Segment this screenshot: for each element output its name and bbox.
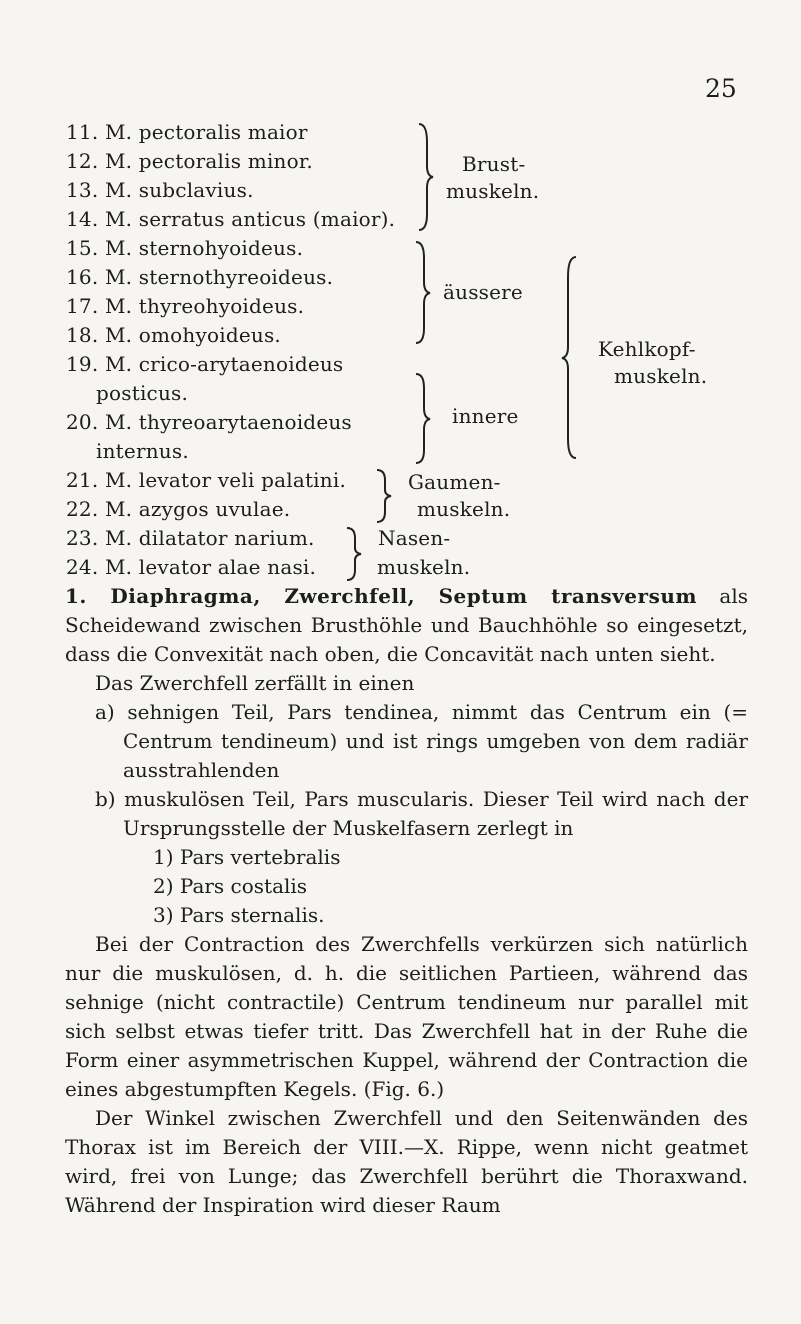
list-item: 24. M. levator alae nasi. (66, 555, 317, 579)
item-a: a) sehnigen Teil, Pars tendinea, nimmt das Centrum ein (= Centrum tendineum) und ist rings umgeben von dem radiär ausstrahlenden (95, 700, 748, 782)
list-item: 16. M. sternothyreoideus. (66, 265, 334, 289)
sub-item: 2) Pars costalis (153, 874, 308, 898)
item-b: b) muskulösen Teil, Pars muscularis. Dieser Teil wird nach der Ursprungsstelle der Muskelfasern zerlegt in (95, 787, 748, 840)
heading-text: als Scheidewand zwischen Brusthöhle und Bauchhöhle so eingesetzt, dass die Convexität nach oben, die Concavität nach unten sieht. (65, 584, 748, 666)
list-item: 19. M. crico-arytaenoideus (66, 352, 344, 376)
group-label-innere: innere (452, 404, 519, 428)
list-item: 21. M. levator veli palatini. (66, 468, 347, 492)
group-label-gaumen: Gaumen- (408, 470, 501, 494)
list-item: 23. M. dilatator narium. (66, 526, 315, 550)
list-item: 18. M. omohyoideus. (66, 323, 281, 347)
brace-gaumen (373, 468, 393, 524)
list-item: 14. M. serratus anticus (maior). (66, 207, 396, 231)
group-label-brust: Brust- (462, 152, 526, 176)
brace-innere (412, 372, 432, 465)
group-label-aussere: äussere (443, 280, 523, 304)
list-item: 11. M. pectoralis maior (66, 120, 308, 144)
brace-brust (415, 122, 435, 232)
list-item: 20. M. thyreoarytaenoideus (66, 410, 352, 434)
group-label-nasen-2: muskeln. (377, 555, 471, 579)
list-item: 17. M. thyreohyoideus. (66, 294, 305, 318)
list-item: 22. M. azygos uvulae. (66, 497, 291, 521)
paragraph: Das Zwerchfell zerfällt in einen (95, 671, 415, 695)
paragraph: Der Winkel zwischen Zwerchfell und den Seitenwänden des Thorax ist im Bereich der VIII.—X. Rippe, wenn nicht geatmet wird, frei von Lunge; das Zwerchfell berührt die Thoraxwand. Während der Inspiration wird dieser Raum (65, 1106, 748, 1217)
group-label-kehlkopf-2: muskeln. (614, 364, 708, 388)
group-label-gaumen-2: muskeln. (417, 497, 511, 521)
paragraph: Bei der Contraction des Zwerchfells verkürzen sich natürlich nur die muskulösen, d. h. die seitlichen Partieen, während das sehnige (nicht contractile) Centrum tendineum nur parallel mit sich selbst etwas tiefer tritt. Das Zwerchfell hat in der Ruhe die Form einer asymmetrischen Kuppel, während der Contraction die eines abgestumpften Kegels. (Fig. 6.) (65, 932, 748, 1101)
sub-item: 3) Pars sternalis. (153, 903, 325, 927)
brace-nasen (343, 526, 363, 582)
section-heading: 1. Diaphragma, Zwerchfell, Septum transversum (65, 584, 698, 608)
brace-kehlkopf (560, 255, 580, 460)
body-text (65, 582, 748, 1220)
sub-item: 1) Pars vertebralis (153, 845, 341, 869)
list-item: 13. M. subclavius. (66, 178, 254, 202)
list-item: 12. M. pectoralis minor. (66, 149, 313, 173)
list-item: 15. M. sternohyoideus. (66, 236, 304, 260)
group-label-kehlkopf: Kehlkopf- (598, 337, 696, 361)
page-number: 25 (705, 74, 737, 103)
group-label-brust-2: muskeln. (446, 179, 540, 203)
group-label-nasen: Nasen- (378, 526, 451, 550)
list-item-continuation: internus. (96, 439, 189, 463)
list-item-continuation: posticus. (96, 381, 189, 405)
brace-aussere (412, 240, 432, 345)
